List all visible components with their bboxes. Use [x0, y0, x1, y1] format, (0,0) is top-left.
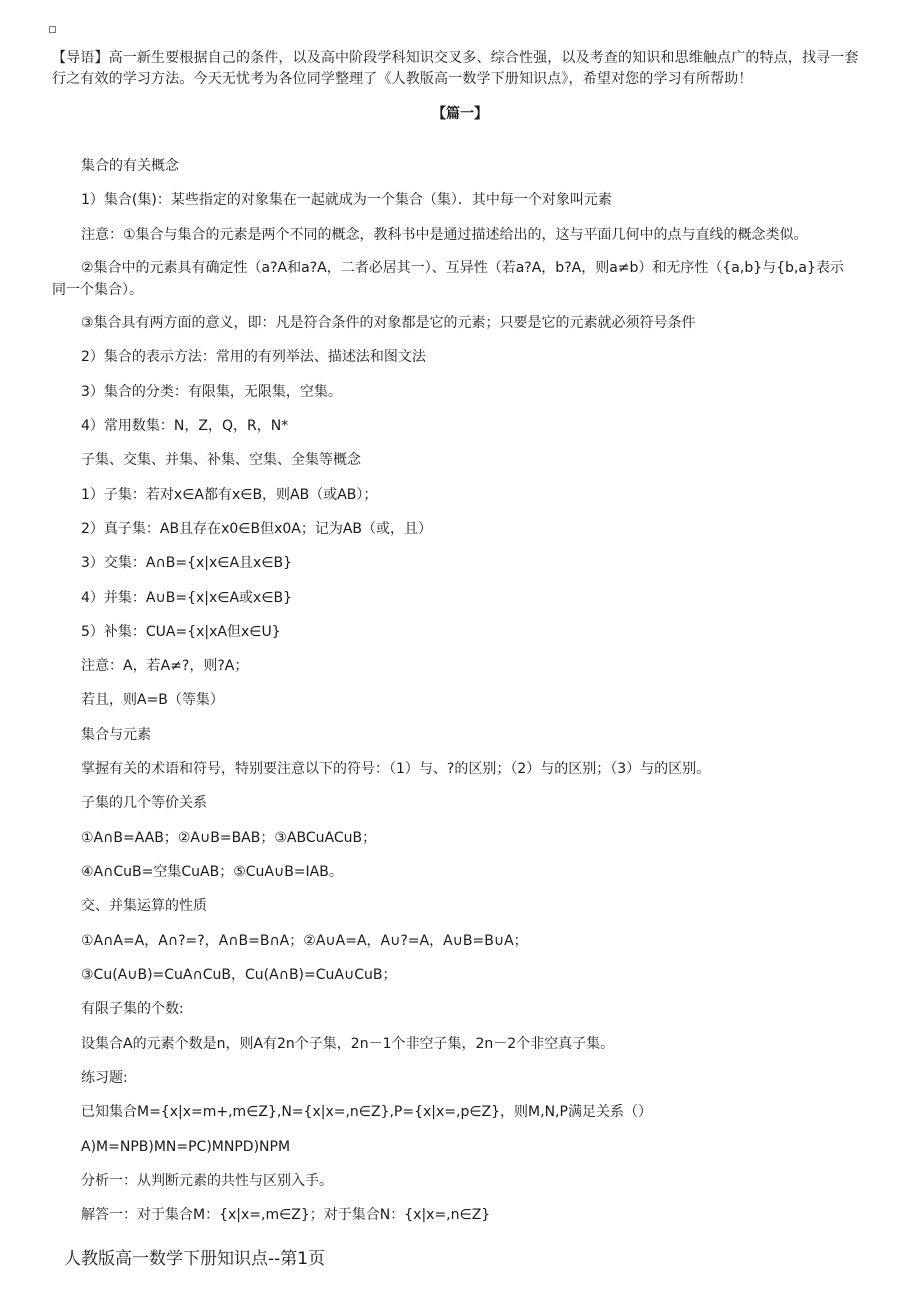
intro-paragraph: 【导语】高一新生要根据自己的条件，以及高中阶段学科知识交叉多、综合性强，以及考查的知识和思维触点广的特点，找寻一套行之有效的学习方法。今天无忧考为各位同学整理了《人教版高一数学下册知识点》，希望对您的学习有所帮助！	[52, 50, 859, 87]
representation-methods: 2）集合的表示方法：常用的有列举法、描述法和图文法	[81, 349, 426, 365]
set-definition: 1）集合(集)：某些指定的对象集在一起就成为一个集合（集）．其中每一个对象叫元素	[81, 192, 612, 208]
heading-subset-equivalences: 子集的几个等价关系	[81, 795, 207, 811]
heading-operation-properties: 交、并集运算的性质	[81, 898, 207, 914]
corner-mark	[49, 26, 56, 33]
finite-subsets-rule: 设集合A的元素个数是n，则A有2n个子集，2n－1个非空子集，2n－2个非空真子集。	[81, 1036, 615, 1052]
subset-definition: 1）子集：若对x∈A都有x∈B，则AB（或AB）；	[81, 487, 378, 503]
heading-subset-concepts: 子集、交集、并集、补集、空集、全集等概念	[81, 452, 361, 468]
symbols-note: 掌握有关的术语和符号，特别要注意以下的符号：（1）与、?的区别；（2）与的区别；（3）与的区别。	[81, 761, 711, 777]
intersection-definition: 3）交集：A∩B={x|x∈A且x∈B}	[81, 555, 293, 571]
exercise-options: A)M=NPB)MN=PC)MNPD)NPM	[81, 1139, 291, 1155]
exercise-question: 已知集合M={x|x=m+,m∈Z},N={x|x=,n∈Z},P={x|x=,p∈Z}，则M,N,P满足关系（）	[81, 1104, 652, 1120]
note-3: ③集合具有两方面的意义，即：凡是符合条件的对象都是它的元素；只要是它的元素就必须符号条件	[81, 315, 696, 331]
note-2	[52, 257, 868, 301]
section-title: 【篇一】	[432, 106, 488, 122]
proper-subset-definition: 2）真子集：AB且存在x0∈B但x0A；记为AB（或，且）	[81, 521, 433, 537]
page-footer: 人教版高一数学下册知识点--第1页	[64, 1249, 326, 1269]
note-1: 注意：①集合与集合的元素是两个不同的概念，教科书中是通过描述给出的，这与平面几何中的点与直线的概念类似。	[81, 227, 808, 243]
analysis-1: 分析一：从判断元素的共性与区别入手。	[81, 1173, 333, 1189]
heading-set-concepts: 集合的有关概念	[81, 158, 179, 174]
properties-2: ③Cu(A∪B)=CuA∩CuB，Cu(A∩B)=CuA∪CuB；	[81, 967, 397, 983]
common-number-sets: 4）常用数集：N，Z，Q，R，N*	[81, 418, 289, 434]
union-definition: 4）并集：A∪B={x|x∈A或x∈B}	[81, 590, 293, 606]
heading-exercise: 练习题:	[81, 1070, 128, 1086]
equivalences-2: ④A∩CuB=空集CuAB；⑤CuA∪B=IAB。	[81, 864, 343, 880]
answer-1: 解答一：对于集合M：{x|x=,m∈Z}；对于集合N：{x|x=,n∈Z}	[81, 1207, 491, 1223]
equivalences-1: ①A∩B=AAB；②A∪B=BAB；③ABCuACuB；	[81, 830, 377, 846]
note-2-line-2: 同一个集合）。	[52, 282, 143, 298]
complement-definition: 5）补集：CUA={x|xA但x∈U}	[81, 624, 281, 640]
note-empty-set: 注意：A，若A≠?，则?A；	[81, 658, 249, 674]
heading-set-and-element: 集合与元素	[81, 727, 151, 743]
note-equal-sets: 若且，则A=B（等集）	[81, 692, 224, 708]
properties-1: ①A∩A=A，A∩?=?，A∩B=B∩A；②A∪A=A，A∪?=A，A∪B=B∪A；	[81, 933, 528, 949]
note-2-line-1: ②集合中的元素具有确定性（a?A和a?A，二者必居其一）、互异性（若a?A，b?A，则a≠b）和无序性（{a,b}与{b,a}表示	[81, 260, 844, 276]
set-classification: 3）集合的分类：有限集，无限集，空集。	[81, 384, 342, 400]
heading-finite-subsets: 有限子集的个数:	[81, 1001, 184, 1017]
